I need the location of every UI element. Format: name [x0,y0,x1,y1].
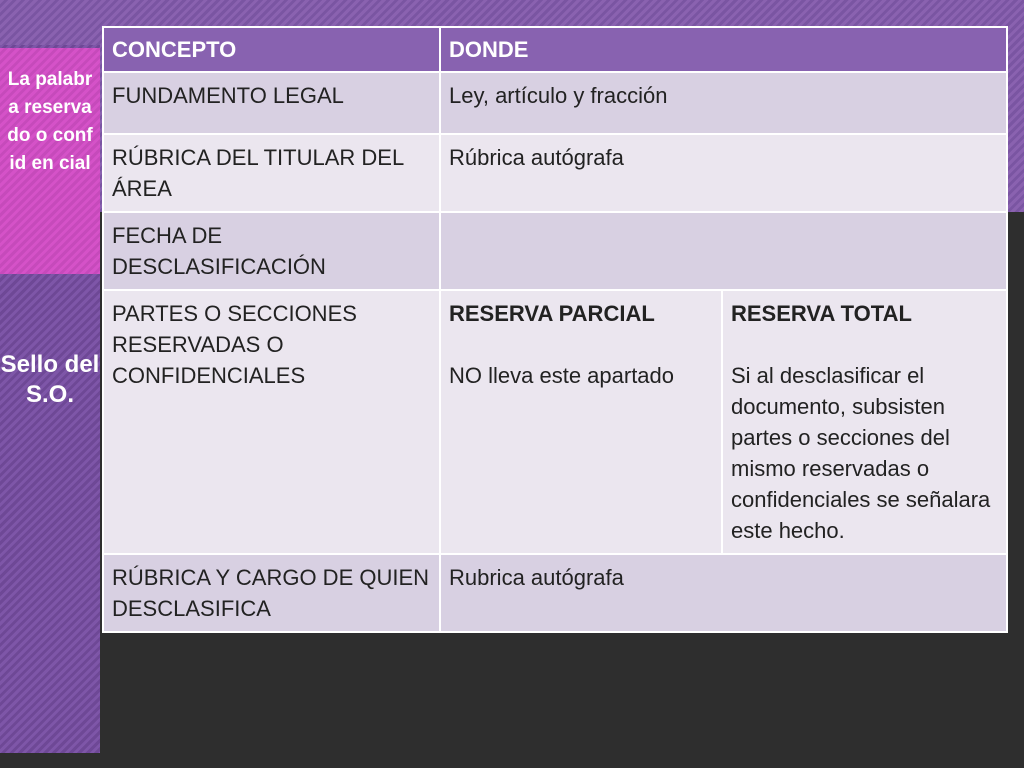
concept-cell: FECHA DE DESCLASIFICACIÓN [103,212,440,290]
table-row [103,72,1007,134]
concept-cell: RÚBRICA DEL TITULAR DEL ÁREA [103,134,440,212]
table-row [103,554,1007,632]
table-row [103,212,1007,290]
header-concepto: CONCEPTO [103,27,440,72]
where-cell: Rúbrica autógrafa [440,134,1007,212]
reserva-parcial-text: NO lleva este apartado [449,363,675,388]
reserva-total-text: Si al desclasificar el documento, subsisten partes o secciones del mismo reservadas o confidenciales se señalara este hecho. [731,363,991,543]
seal-label: Sello del S.O. [0,351,100,408]
reserva-total-cell [722,290,1007,554]
where-cell: Rubrica autógrafa [440,554,1007,632]
table-row [103,290,1007,554]
reserva-parcial-cell [440,290,722,554]
where-cell: Ley, artículo y fracción [440,72,1007,134]
note-box [0,48,100,274]
reserva-parcial-title: RESERVA PARCIAL [449,301,655,326]
info-table [102,26,1008,633]
table-row [103,134,1007,212]
concept-cell: RÚBRICA Y CARGO DE QUIEN DESCLASIFICA [103,554,440,632]
where-cell [440,212,1007,290]
reserva-total-title: RESERVA TOTAL [731,301,912,326]
concept-cell: FUNDAMENTO LEGAL [103,72,440,134]
concept-cell: PARTES O SECCIONES RESERVADAS O CONFIDENCIALES [103,290,440,554]
table-header-row [103,27,1007,72]
info-table-wrapper [102,26,1008,633]
note-text: La palabra reservado o confid en cial [7,69,93,174]
header-donde: DONDE [440,27,1007,72]
